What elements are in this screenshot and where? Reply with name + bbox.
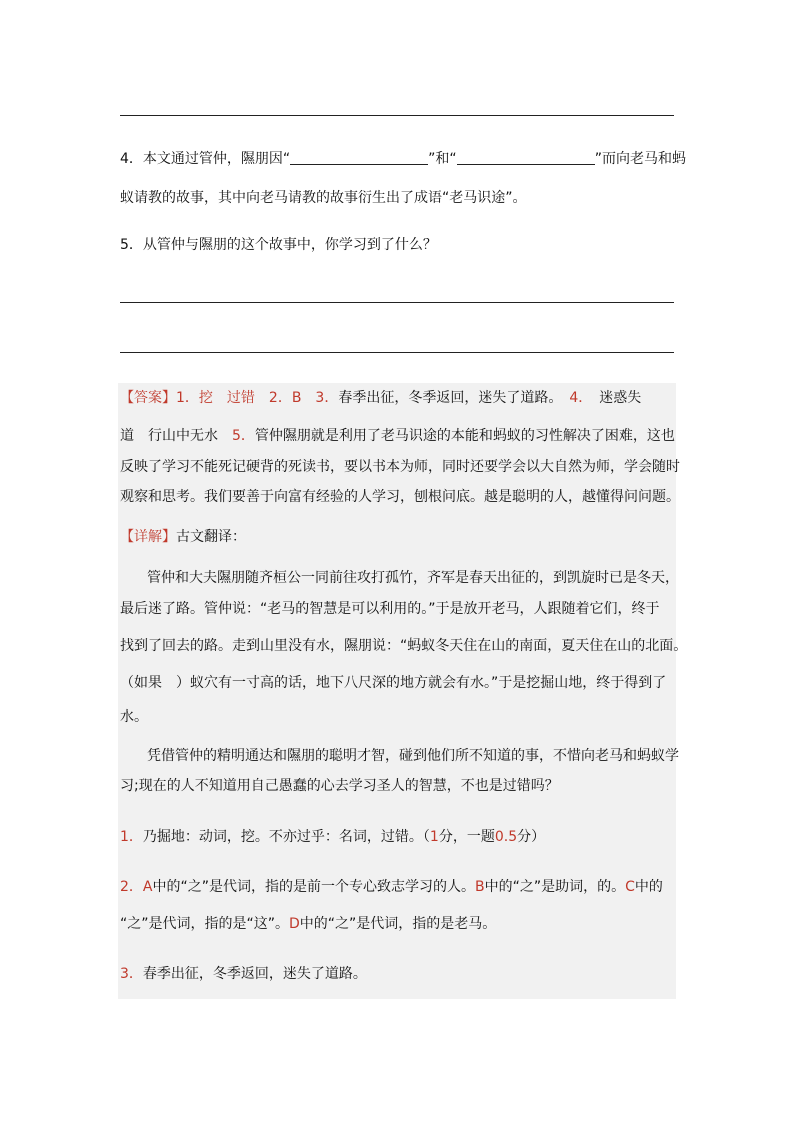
question-4-line-1 <box>120 149 686 169</box>
detail-tag: 【详解】 <box>120 529 176 545</box>
translation-p2-l1: 凭借管仲的精明通达和隰朋的聪明才智，碰到他们所不知道的事，不惜向老马和蚂蚁学 <box>147 748 679 764</box>
blank-2[interactable] <box>457 150 595 165</box>
option-d: D <box>289 916 300 932</box>
answer-4-text: 迷惑失 <box>585 390 642 406</box>
answer-num-4: 4． <box>569 390 586 406</box>
answer-line-a4: 观察和思考。我们要善于向富有经验的人学习，刨根问底。越是聪明的人，越懂得问问题。 <box>120 489 680 505</box>
note-2-line-1 <box>120 877 663 897</box>
answer-line-3 <box>120 352 674 353</box>
translation-p1-l1: 管仲和大夫隰朋随齐桓公一同前往攻打孤竹，齐军是春天出征的，到凯旋时已是冬天， <box>147 570 679 586</box>
note-2-text-c: 中的 <box>634 879 663 895</box>
answer-line-a3: 反映了学习不能死记硬背的死读书，要以书本为师，同时还要学会以大自然为师，学会随时 <box>120 459 680 475</box>
answer-line-1 <box>120 115 674 116</box>
q4-mid: ”和“ <box>428 151 457 167</box>
answer-3-text: 春季出征，冬季返回，迷失了道路。 <box>338 390 570 406</box>
blank-1[interactable] <box>290 150 428 165</box>
answer-line-a1 <box>120 388 641 408</box>
answer-4-text-cont: 道 行山中无水 <box>120 428 232 444</box>
note-1-text-b: 分，一题 <box>438 829 495 845</box>
answer-line-2 <box>120 302 674 303</box>
question-4-line-2: 蚁请教的故事，其中向老马请教的故事衍生出了成语“老马识途”。 <box>120 190 527 206</box>
option-a: A <box>142 879 153 895</box>
note-2-text-c2: “之”是代词，指的是“这”。 <box>120 916 290 932</box>
note-3-num: 3． <box>120 966 143 982</box>
q4-prefix: 4．本文通过管仲，隰朋因“ <box>120 151 291 167</box>
note-1 <box>120 827 545 847</box>
note-3-text: 春季出征，冬季返回，迷失了道路。 <box>142 966 367 982</box>
detail-heading <box>120 527 246 547</box>
translation-p2-l2: 习;现在的人不知道用自己愚蠢的心去学习圣人的智慧，不也是过错吗？ <box>120 778 559 794</box>
answer-line-a2 <box>120 426 675 446</box>
note-1-score: 1 <box>429 829 439 845</box>
translation-p1-l3: 找到了回去的路。走到山里没有水，隰朋说：“蚂蚁冬天住在山的南面，夏天住在山的北面。 <box>120 638 688 654</box>
answer-nums-1-3: 1．挖 过错 2．B 3． <box>176 390 339 406</box>
answer-5-text: 管仲隰朋就是利用了老马识途的本能和蚂蚁的习性解决了困难，这也 <box>254 428 675 444</box>
note-1-text-d: 分） <box>517 829 546 845</box>
note-3 <box>120 964 367 984</box>
q4-suffix: ”而向老马和蚂 <box>594 151 686 167</box>
answer-num-5: 5． <box>232 428 255 444</box>
note-1-text: 乃掘地：动词，挖。不亦过乎：名词，过错。（ <box>142 829 430 845</box>
note-1-num: 1． <box>120 829 143 845</box>
question-5: 5．从管仲与隰朋的这个故事中，你学习到了什么？ <box>120 237 437 253</box>
translation-p1-l2: 最后迷了路。管仲说：“老马的智慧是可以利用的。”于是放开老马，人跟随着它们，终于 <box>120 601 660 617</box>
translation-p1-l4: （如果 ）蚁穴有一寸高的话，地下八尺深的地方就会有水。”于是挖掘山地，终于得到了 <box>120 675 667 691</box>
detail-title: 古文翻译： <box>176 529 246 545</box>
option-b: B <box>475 879 485 895</box>
translation-p1-l5: 水。 <box>120 709 148 725</box>
note-2-text-a: 中的“之”是代词，指的是前一个专心致志学习的人。 <box>152 879 476 895</box>
note-2-text-b: 中的“之”是助词，的。 <box>484 879 626 895</box>
note-2-text-d: 中的“之”是代词，指的是老马。 <box>299 916 497 932</box>
answer-tag: 【答案】 <box>120 390 176 406</box>
note-1-half: 0.5 <box>494 829 518 845</box>
option-c: C <box>625 879 635 895</box>
note-2-line-2 <box>120 914 496 934</box>
note-2-num: 2． <box>120 879 143 895</box>
